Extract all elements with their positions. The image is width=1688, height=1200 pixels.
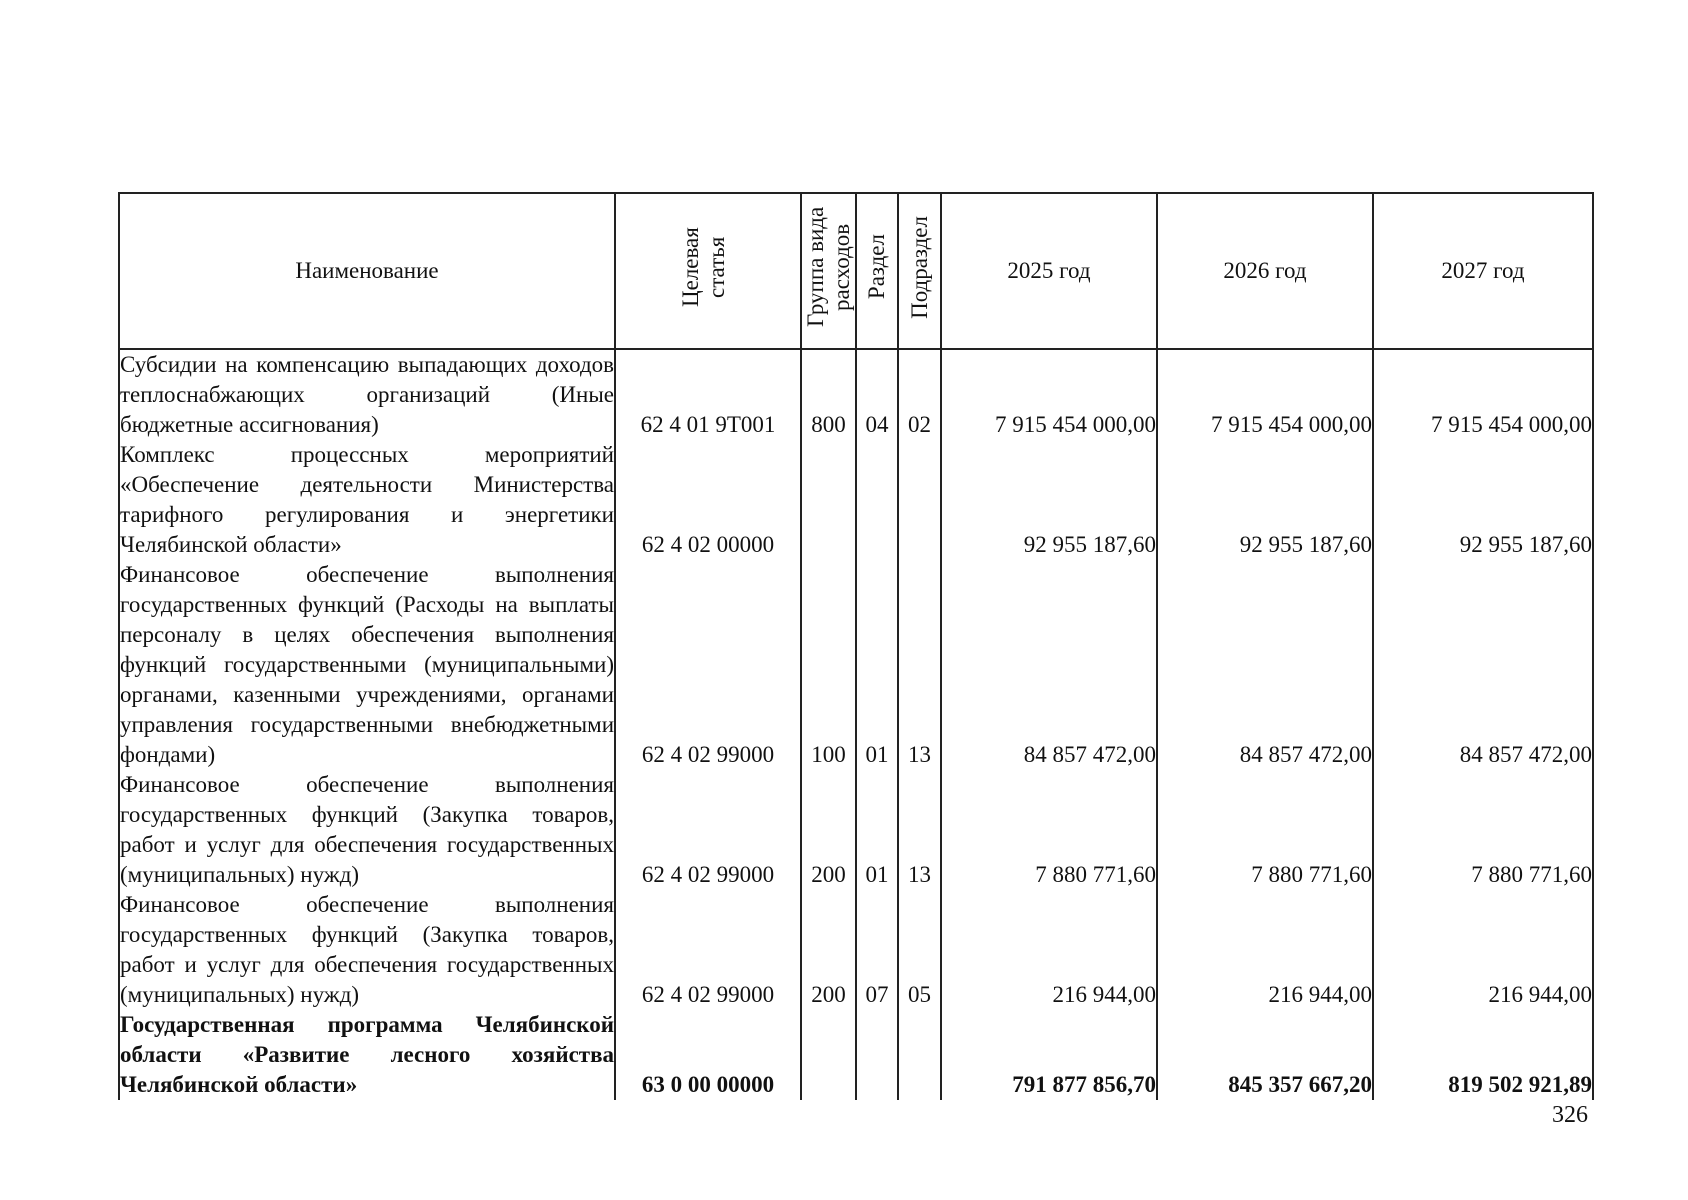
row-2026: 84 857 472,00 (1157, 560, 1373, 770)
row-group: 100 (801, 560, 856, 770)
header-subsection-label: Подраздел (906, 215, 932, 319)
row-group: 200 (801, 890, 856, 1010)
row-name: Финансовое обеспечение выполнения государственных функций (Закупка товаров, работ и услуг для обеспечения государственных (муниципальных) нужд) (119, 770, 615, 890)
table-row (119, 560, 1593, 770)
budget-table (118, 192, 1594, 1100)
header-target-label: Целевая статья (678, 227, 729, 307)
row-name: Субсидии на компенсацию выпадающих доходов теплоснабжающих организаций (Иные бюджетные ассигнования) (119, 349, 615, 440)
row-subsection: 13 (898, 560, 941, 770)
row-2026: 7 915 454 000,00 (1157, 349, 1373, 440)
header-target (615, 193, 801, 349)
header-section-label: Раздел (864, 234, 889, 300)
row-2027: 7 915 454 000,00 (1373, 349, 1593, 440)
row-2027: 7 880 771,60 (1373, 770, 1593, 890)
row-subsection: 05 (898, 890, 941, 1010)
row-2026: 845 357 667,20 (1157, 1010, 1373, 1100)
row-subsection (898, 440, 941, 560)
row-subsection (898, 1010, 941, 1100)
row-target: 62 4 01 9Т001 (615, 349, 801, 440)
row-2026: 216 944,00 (1157, 890, 1373, 1010)
row-2027: 819 502 921,89 (1373, 1010, 1593, 1100)
row-2025: 7 880 771,60 (941, 770, 1157, 890)
row-name: Финансовое обеспечение выполнения государственных функций (Расходы на выплаты персоналу в целях обеспечения выполнения функций государственными (муниципальными) органами, казенными учреждениями, органами управления государственными внебюджетными фондами) (119, 560, 615, 770)
header-2026: 2026 год (1157, 193, 1373, 349)
row-2027: 216 944,00 (1373, 890, 1593, 1010)
header-2025: 2025 год (941, 193, 1157, 349)
row-name: Финансовое обеспечение выполнения государственных функций (Закупка товаров, работ и услуг для обеспечения государственных (муниципальных) нужд) (119, 890, 615, 1010)
row-2025: 791 877 856,70 (941, 1010, 1157, 1100)
row-name: Комплекс процессных мероприятий «Обеспечение деятельности Министерства тарифного регулирования и энергетики Челябинской области» (119, 440, 615, 560)
row-2025: 92 955 187,60 (941, 440, 1157, 560)
row-2027: 84 857 472,00 (1373, 560, 1593, 770)
row-name: Государственная программа Челябинской области «Развитие лесного хозяйства Челябинской области» (119, 1010, 615, 1100)
table-row (119, 890, 1593, 1010)
table-row (119, 440, 1593, 560)
header-row (119, 193, 1593, 349)
row-target: 62 4 02 99000 (615, 560, 801, 770)
row-target: 63 0 00 00000 (615, 1010, 801, 1100)
row-target: 62 4 02 99000 (615, 770, 801, 890)
row-section (856, 440, 898, 560)
row-group (801, 440, 856, 560)
row-section: 01 (856, 560, 898, 770)
header-name: Наименование (119, 193, 615, 349)
row-group: 800 (801, 349, 856, 440)
row-group (801, 1010, 856, 1100)
row-subsection: 13 (898, 770, 941, 890)
header-section (856, 193, 898, 349)
row-2026: 7 880 771,60 (1157, 770, 1373, 890)
header-2027: 2027 год (1373, 193, 1593, 349)
row-subsection: 02 (898, 349, 941, 440)
row-section: 07 (856, 890, 898, 1010)
table-row (119, 349, 1593, 440)
page-number: 326 (1552, 1102, 1588, 1128)
row-2025: 7 915 454 000,00 (941, 349, 1157, 440)
row-2027: 92 955 187,60 (1373, 440, 1593, 560)
header-group (801, 193, 856, 349)
table-row (119, 1010, 1593, 1100)
row-target: 62 4 02 99000 (615, 890, 801, 1010)
row-section: 04 (856, 349, 898, 440)
header-subsection (898, 193, 941, 349)
header-group-label: Группа вида расходов (802, 206, 854, 328)
row-target: 62 4 02 00000 (615, 440, 801, 560)
row-2025: 84 857 472,00 (941, 560, 1157, 770)
row-2026: 92 955 187,60 (1157, 440, 1373, 560)
row-section (856, 1010, 898, 1100)
table-row (119, 770, 1593, 890)
row-section: 01 (856, 770, 898, 890)
row-group: 200 (801, 770, 856, 890)
row-2025: 216 944,00 (941, 890, 1157, 1010)
